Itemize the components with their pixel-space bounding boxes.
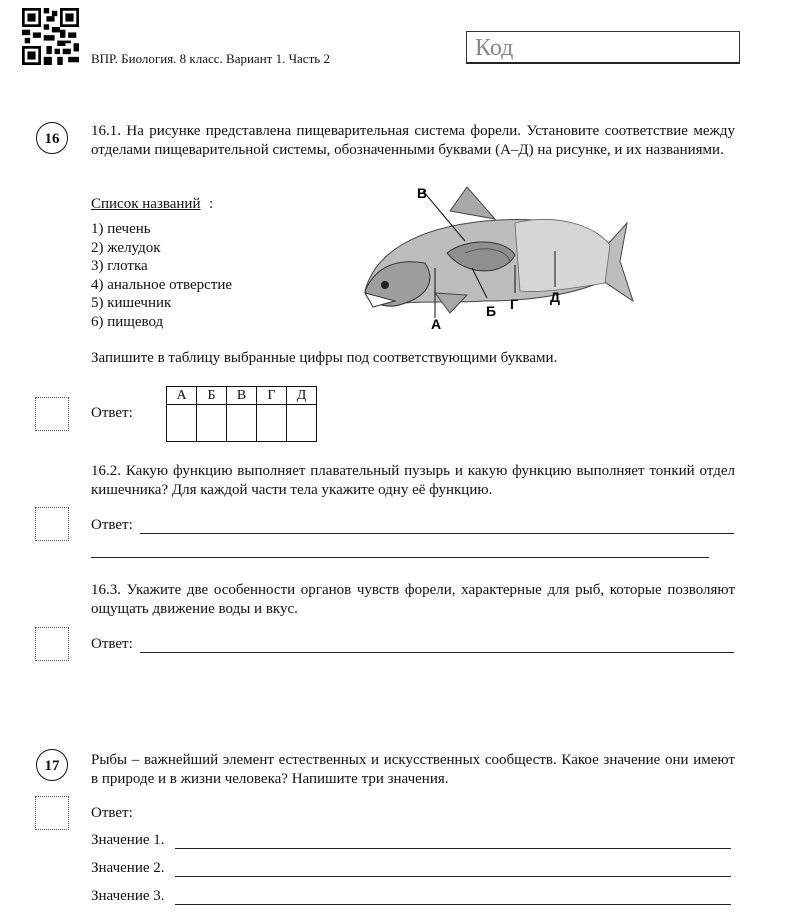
list-item: 3) глотка [91, 258, 148, 274]
list-item: 1) печень [91, 221, 151, 237]
q17-text: Рыбы – важнейший элемент естественных и искусственных сообществ. Какое значение они имеют в природе и в жизни человека? Напишите три значения. [91, 752, 735, 787]
question-number-16: 16 [36, 122, 68, 154]
answer-label-17: Ответ: [91, 805, 133, 821]
score-box-17 [35, 796, 69, 830]
answer-label-16-3: Ответ: [91, 636, 133, 652]
list-item: 5) кишечник [91, 295, 172, 311]
q16-2-text: 16.2. Какую функцию выполняет плавательный пузырь и какую функцию выполняет тонкий отдел кишечника? Для каждой части тела укажите одну её функцию. [91, 463, 735, 498]
value-3-line[interactable] [175, 904, 731, 905]
value-2-label: Значение 2. [91, 860, 165, 876]
code-label: Код [475, 35, 514, 61]
names-list [91, 220, 232, 331]
code-field[interactable] [466, 31, 740, 64]
value-1-line[interactable] [175, 848, 731, 849]
value-2-line[interactable] [175, 876, 731, 877]
answer-cell-G[interactable] [257, 405, 287, 442]
value-3-label: Значение 3. [91, 888, 165, 904]
answer-label-16-2: Ответ: [91, 517, 133, 533]
answer-cell-D[interactable] [287, 405, 317, 442]
table-header-B: Б [197, 387, 227, 405]
answer-line-16-2b[interactable] [91, 557, 709, 558]
table-instruction: Запишите в таблицу выбранные цифры под соответствующими буквами. [91, 350, 558, 366]
question-number-17: 17 [36, 749, 68, 781]
list-item: 6) пищевод [91, 313, 164, 330]
q16-1-text: 16.1. На рисунке представлена пищеварительная система форели. Установите соответствие между отделами пищеварительной системы, обозначенными буквами (А–Д) на рисунке, и их названиями. [91, 123, 735, 158]
list-item: 4) анальное отверстие [91, 276, 233, 293]
answer-cell-A[interactable] [167, 405, 197, 442]
table-header-D: Д [287, 387, 317, 405]
trout-digestive-figure [355, 183, 635, 333]
figure-label-D: Д [550, 289, 560, 305]
answer-label-16-1: Ответ: [91, 405, 133, 421]
table-header-G: Г [257, 387, 287, 405]
score-box-16-2 [35, 507, 69, 541]
figure-label-A: А [431, 316, 442, 332]
score-box-16-1 [35, 397, 69, 431]
qr-code-icon [22, 8, 79, 65]
answer-cell-V[interactable] [227, 405, 257, 442]
list-item: 2) желудок [91, 239, 161, 256]
names-list-title: Список названий [91, 196, 201, 212]
answer-cell-B[interactable] [197, 405, 227, 442]
figure-label-V: В [417, 185, 428, 201]
answer-table [166, 386, 317, 442]
answer-line-16-3[interactable] [140, 652, 734, 653]
header-title: ВПР. Биология. 8 класс. Вариант 1. Часть 2 [91, 51, 330, 66]
score-box-16-3 [35, 627, 69, 661]
q16-3-text: 16.3. Укажите две особенности органов чувств форели, характерные для рыб, которые позволяют ощущать движение воды и вкус. [91, 582, 735, 617]
table-header-V: В [227, 387, 257, 405]
figure-label-G: Г [510, 296, 518, 312]
figure-label-B: Б [486, 303, 497, 319]
names-list-colon: : [209, 196, 214, 212]
answer-line-16-2[interactable] [140, 533, 734, 534]
value-1-label: Значение 1. [91, 832, 165, 848]
table-header-A: А [167, 387, 197, 405]
